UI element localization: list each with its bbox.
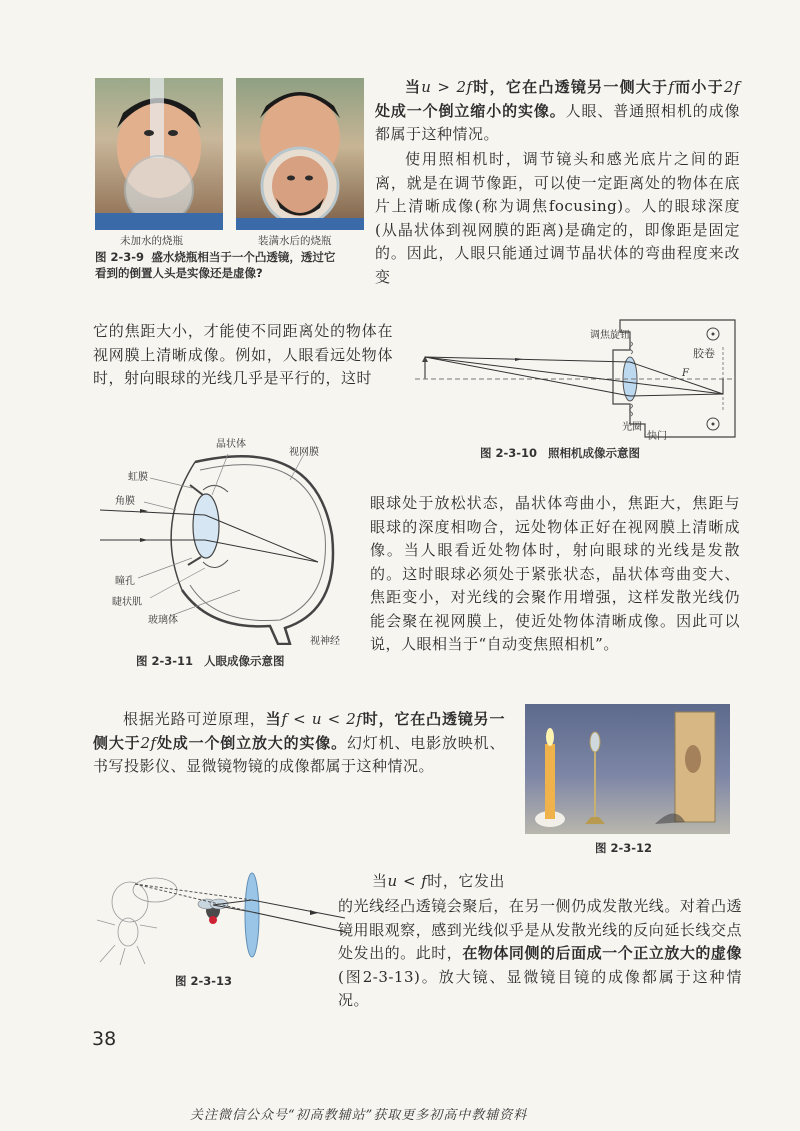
figure-2-3-10-caption: 图 2-3-10 照相机成像示意图 bbox=[480, 446, 641, 460]
cornea-label: 角膜 bbox=[115, 496, 135, 507]
paragraph-f-to-2f: 根据光路可逆原理，当f < u < 2f时，它在凸透镜另一侧大于2f处成一个倒立放大的实像。幻灯机、电影放映机、书写投影仪、显微镜物镜的成像都属于这种情况。 bbox=[93, 710, 505, 775]
iris-label: 虹膜 bbox=[128, 472, 148, 483]
lens-label: 晶状体 bbox=[216, 439, 246, 450]
shutter-label: 快门 bbox=[647, 431, 667, 442]
paragraph-u-less-f: 的光线经凸透镜会聚后，在另一侧仍成发散光线。对着凸透镜用眼观察，感到光线似乎是从发散光线的反向延长线交点处发出的。此时，在物体同侧的后面成一个正立放大的虚像(图2-3-13)。放大镜、显微镜目镜的成像都属于这种情况。 bbox=[338, 897, 742, 1009]
magnifier-diagram bbox=[95, 870, 350, 970]
condition: u > 2f bbox=[421, 78, 473, 96]
focus-knob-label: 调焦旋钮 bbox=[590, 330, 630, 341]
figure-2-3-12-caption: 图 2-3-12 bbox=[595, 841, 653, 855]
ciliary-muscle-label: 睫状肌 bbox=[112, 597, 142, 608]
figure-2-3-9-caption bbox=[95, 249, 370, 281]
film-label: 胶卷 bbox=[693, 347, 715, 360]
vitreous-label: 玻璃体 bbox=[148, 615, 178, 626]
optic-nerve-label: 视神经 bbox=[310, 636, 340, 647]
flask-empty-caption: 未加水的烧瓶 bbox=[120, 235, 183, 247]
paragraph-eye-accommodation: 眼球处于放松状态，晶状体弯曲小，焦距大，焦距与眼球的深度相吻合，远处物体正好在视网膜上清晰成像。当人眼看近处物体时，射向眼球的光线是发散的。这时眼球必须处于紧张状态，晶状体弯曲变大、焦距变小，对光线的会聚作用增强，这样发散光线仍能会聚在视网膜上，使近处物体清晰成像。因此可以说，人眼相当于“自动变焦照相机”。 bbox=[370, 494, 740, 653]
figure-2-3-13-caption: 图 2-3-13 bbox=[175, 974, 233, 988]
paragraph-u-greater-2f: 当u > 2f时，它在凸透镜另一侧大于f而小于2f处成一个倒立缩小的实像。人眼、普通照相机的成像都属于这种情况。 bbox=[375, 78, 740, 143]
paragraph-eye-focal: 它的焦距大小，才能使不同距离处的物体在视网膜上清晰成像。例如，人眼看远处物体时，射向眼球的光线几乎是平行的，这时 bbox=[93, 322, 393, 387]
flask-photo-filled bbox=[236, 78, 364, 230]
paragraph-camera-focusing: 使用照相机时，调节镜头和感光底片之间的距离，就是在调节像距，可以使一定距离处的物体在底片上清晰成像(称为调焦focusing)。人的眼球深度(从晶状体到视网膜的距离)是确定的，即像距是固定的。因此，人眼只能通过调节晶状体的弯曲程度来改变 bbox=[375, 150, 740, 286]
pupil-label: 瞳孔 bbox=[115, 576, 135, 587]
paragraph-u-less-f-line1: 当u < f时，它发出 bbox=[372, 872, 505, 890]
caption-line-2: 看到的倒置人头是实像还是虚像? bbox=[95, 266, 263, 280]
figure-number: 图 2-3-9 bbox=[95, 250, 145, 264]
page-number: 38 bbox=[92, 1028, 117, 1050]
focal-point-label: F bbox=[682, 368, 689, 379]
aperture-label: 光圈 bbox=[622, 422, 642, 433]
flask-filled-caption: 装满水后的烧瓶 bbox=[258, 235, 332, 247]
caption-line-1: 盛水烧瓶相当于一个凸透镜，透过它 bbox=[151, 250, 336, 264]
footer-notice: 关注微信公众号“初高教辅站”获取更多初高中教辅资料 bbox=[190, 1108, 528, 1123]
candle-lens-photo bbox=[525, 704, 730, 834]
camera-diagram bbox=[405, 312, 745, 442]
figure-2-3-11-caption: 图 2-3-11 人眼成像示意图 bbox=[136, 654, 285, 668]
retina-label: 视网膜 bbox=[289, 447, 319, 458]
flask-photo-empty bbox=[95, 78, 223, 230]
